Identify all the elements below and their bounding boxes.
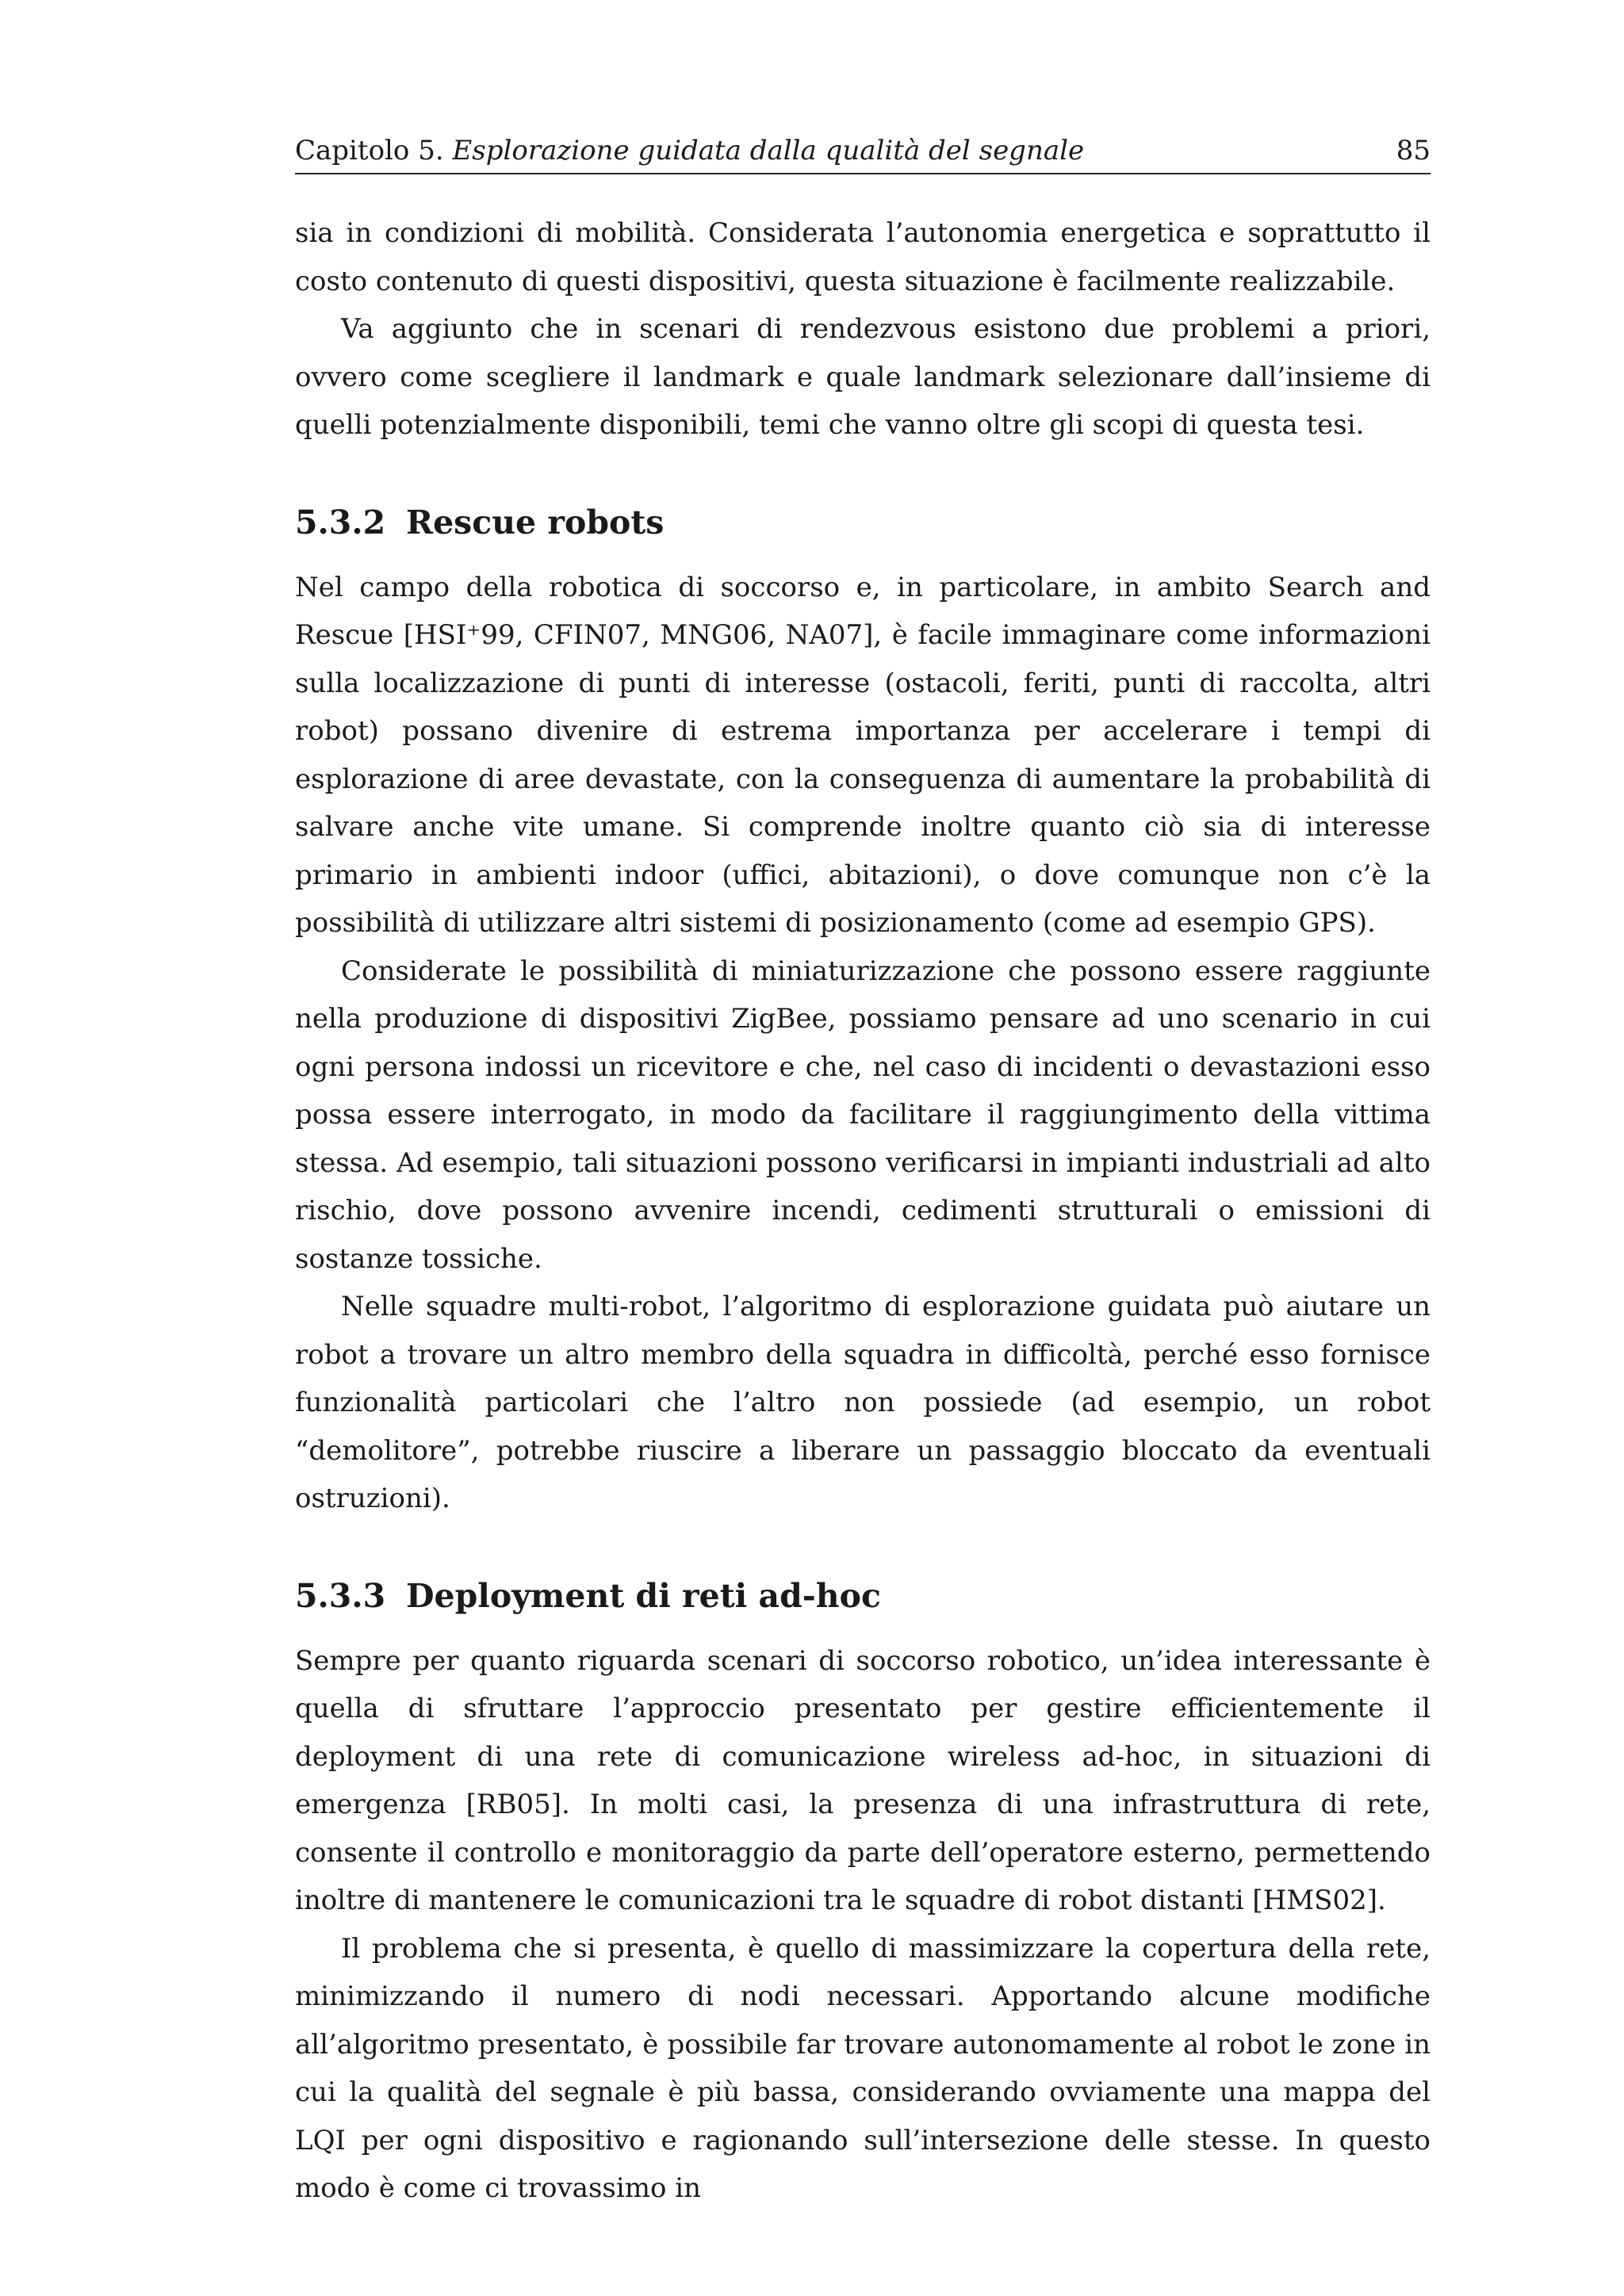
paragraph-soccorso-robotico: Sempre per quanto riguarda scenari di soccorso robotico, un’idea interessante è quella di sfruttare l’approccio presentato per gestire efficientemente il deployment di una rete di comunicazione wireless ad-hoc, in situazioni di emergenza [RB05]. In molti casi, la presenza di una infrastruttura di rete, consente il controllo e monitoraggio da parte dell’operatore esterno, permettendo inoltre di mantenere le comunicazioni tra le squadre di robot distanti [HMS02]. [295, 1644, 1431, 1916]
page-number: 85 [1396, 135, 1431, 166]
section-heading-deployment [295, 1572, 1431, 1620]
paragraph-mobilita: sia in condizioni di mobilità. Considerata l’autonomia energetica e soprattutto il costo contenuto di questi dispositivi, questa situazione è facilmente realizzabile. [295, 217, 1431, 297]
paragraph-copertura-rete: Il problema che si presenta, è quello di massimizzare la copertura della rete, minimizzando il numero di nodi necessari. Apportando alcune modifiche all’algoritmo presentato, è possibile far trovare autonomamente al robot le zone in cui la qualità del segnale è più bassa, considerando ovviamente una mappa del LQI per ogni dispositivo e ragionando sull’intersezione delle stesse. In questo modo è come ci trovassimo in [295, 1932, 1431, 2204]
paragraph-search-and-rescue: Nel campo della robotica di soccorso e, in particolare, in ambito Search and Rescue [HSI⁺99, CFIN07, MNG06, NA07], è facile immaginare come informazioni sulla localizzazione di punti di interesse (ostacoli, feriti, punti di raccolta, altri robot) possano divenire di estrema importanza per accelerare i tempi di esplorazione di aree devastate, con la conseguenza di aumentare la probabilità di salvare anche vite umane. Si comprende inoltre quanto ciò sia di interesse primario in ambienti indoor (uffici, abitazioni), o dove comunque non c’è la possibilità di utilizzare altri sistemi di posizionamento (come ad esempio GPS). [295, 571, 1431, 939]
section-number: 5.3.3 [295, 1576, 386, 1615]
section-title: Rescue robots [406, 503, 665, 541]
paragraph-multi-robot: Nelle squadre multi-robot, l’algoritmo di esplorazione guidata può aiutare un robot a trovare un altro membro della squadra in difficoltà, perché esso fornisce funzionalità particolari che l’altro non possiede (ad esempio, un robot “demolitore”, potrebbe riuscire a liberare un passaggio bloccato da eventuali ostruzioni). [295, 1291, 1431, 1514]
paragraph-miniaturizzazione: Considerate le possibilità di miniaturizzazione che possono essere raggiunte nella produzione di dispositivi ZigBee, possiamo pensare ad uno scenario in cui ogni persona indossi un ricevitore e che, nel caso di incidenti o devastazioni esso possa essere interrogato, in modo da facilitare il raggiungimento della vittima stessa. Ad esempio, tali situazioni possono verificarsi in impianti industriali ad alto rischio, dove possono avvenire incendi, cedimenti strutturali o emissioni di sostanze tossiche. [295, 955, 1431, 1275]
section-heading-rescue-robots [295, 499, 1431, 546]
section-number: 5.3.2 [295, 503, 386, 541]
running-header-chapter [295, 133, 1084, 168]
chapter-label: Capitolo 5. [295, 135, 444, 166]
paragraph-rendezvous: Va aggiunto che in scenari di rendezvous esistono due problemi a priori, ovvero come scegliere il landmark e quale landmark selezionare dall’insieme di quelli potenzialmente disponibili, temi che vanno oltre gli scopi di questa tesi. [295, 313, 1431, 441]
running-header [295, 133, 1431, 174]
page-body [295, 209, 1431, 2213]
chapter-title: Esplorazione guidata dalla qualità del segnale [452, 135, 1085, 166]
document-page [295, 133, 1431, 2213]
section-title: Deployment di reti ad-hoc [406, 1576, 881, 1615]
